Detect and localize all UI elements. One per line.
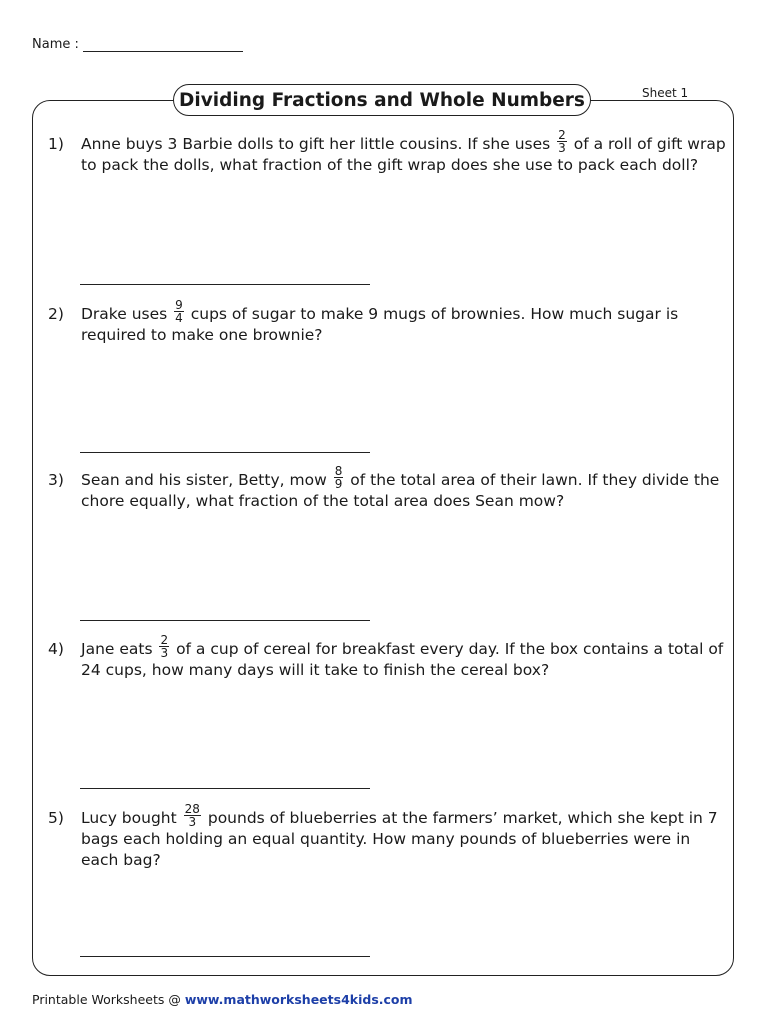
footer-prefix: Printable Worksheets @ [32, 992, 181, 1007]
question-number: 4) [48, 640, 64, 658]
question-text-part2: of a roll of gift wrap to pack the dolls, what fraction of the gift wrap does she use to pack each doll? [81, 135, 726, 174]
question-text-part1: Anne buys 3 Barbie dolls to gift her little cousins. If she uses [81, 135, 551, 153]
answer-line-5[interactable] [80, 956, 370, 957]
answer-line-4[interactable] [80, 788, 370, 789]
question-number: 2) [48, 305, 64, 323]
question-text [81, 633, 731, 681]
fraction-denominator: 4 [175, 311, 183, 325]
question-text-part2: pounds of blueberries at the farmers’ market, which she kept in 7 bags each holding an equal quantity. How many pounds of blueberries were in each bag? [81, 809, 718, 869]
fraction [334, 465, 344, 490]
answer-line-2[interactable] [80, 452, 370, 453]
question-number: 3) [48, 471, 64, 489]
fraction-numerator: 2 [558, 128, 566, 142]
fraction-numerator: 8 [334, 464, 343, 478]
title-text: Dividing Fractions and Whole Numbers [179, 89, 585, 111]
question-text [81, 802, 731, 871]
footer-url-link[interactable]: www.mathworksheets4kids.com [184, 992, 413, 1007]
question-number: 1) [48, 135, 64, 153]
worksheet-title [173, 84, 591, 116]
fraction-denominator: 3 [160, 646, 169, 660]
name-field [32, 36, 243, 52]
question-text-part2: cups of sugar to make 9 mugs of brownies. How much sugar is required to make one brownie? [81, 305, 679, 344]
fraction-denominator: 3 [188, 815, 197, 829]
question-text-part2: of the total area of their lawn. If they divide the chore equally, what fraction of the total area does Sean mow? [81, 471, 720, 510]
fraction-numerator: 9 [175, 298, 183, 312]
question-text-part1: Drake uses [81, 305, 168, 323]
question-text-part1: Sean and his sister, Betty, mow [81, 471, 327, 489]
name-blank-line[interactable] [83, 36, 243, 52]
fraction-denominator: 9 [334, 477, 343, 491]
fraction-numerator: 28 [184, 802, 200, 816]
question-text [81, 464, 731, 512]
question-text [81, 128, 731, 176]
question-text-part1: Jane eats [81, 640, 153, 658]
fraction [557, 129, 567, 154]
question-number: 5) [48, 809, 64, 827]
fraction [174, 299, 184, 324]
answer-line-1[interactable] [80, 284, 370, 285]
fraction [184, 803, 201, 828]
name-label: Name : [32, 37, 79, 52]
question-text-part1: Lucy bought [81, 809, 177, 827]
fraction-denominator: 3 [558, 141, 566, 155]
answer-line-3[interactable] [80, 620, 370, 621]
fraction-numerator: 2 [160, 633, 169, 647]
question-text-part2: of a cup of cereal for breakfast every day. If the box contains a total of 24 cups, how many days will it take to finish the cereal box? [81, 640, 724, 679]
fraction [159, 634, 169, 659]
footer [32, 992, 413, 1007]
question-text [81, 298, 731, 346]
sheet-label: Sheet 1 [642, 86, 689, 100]
